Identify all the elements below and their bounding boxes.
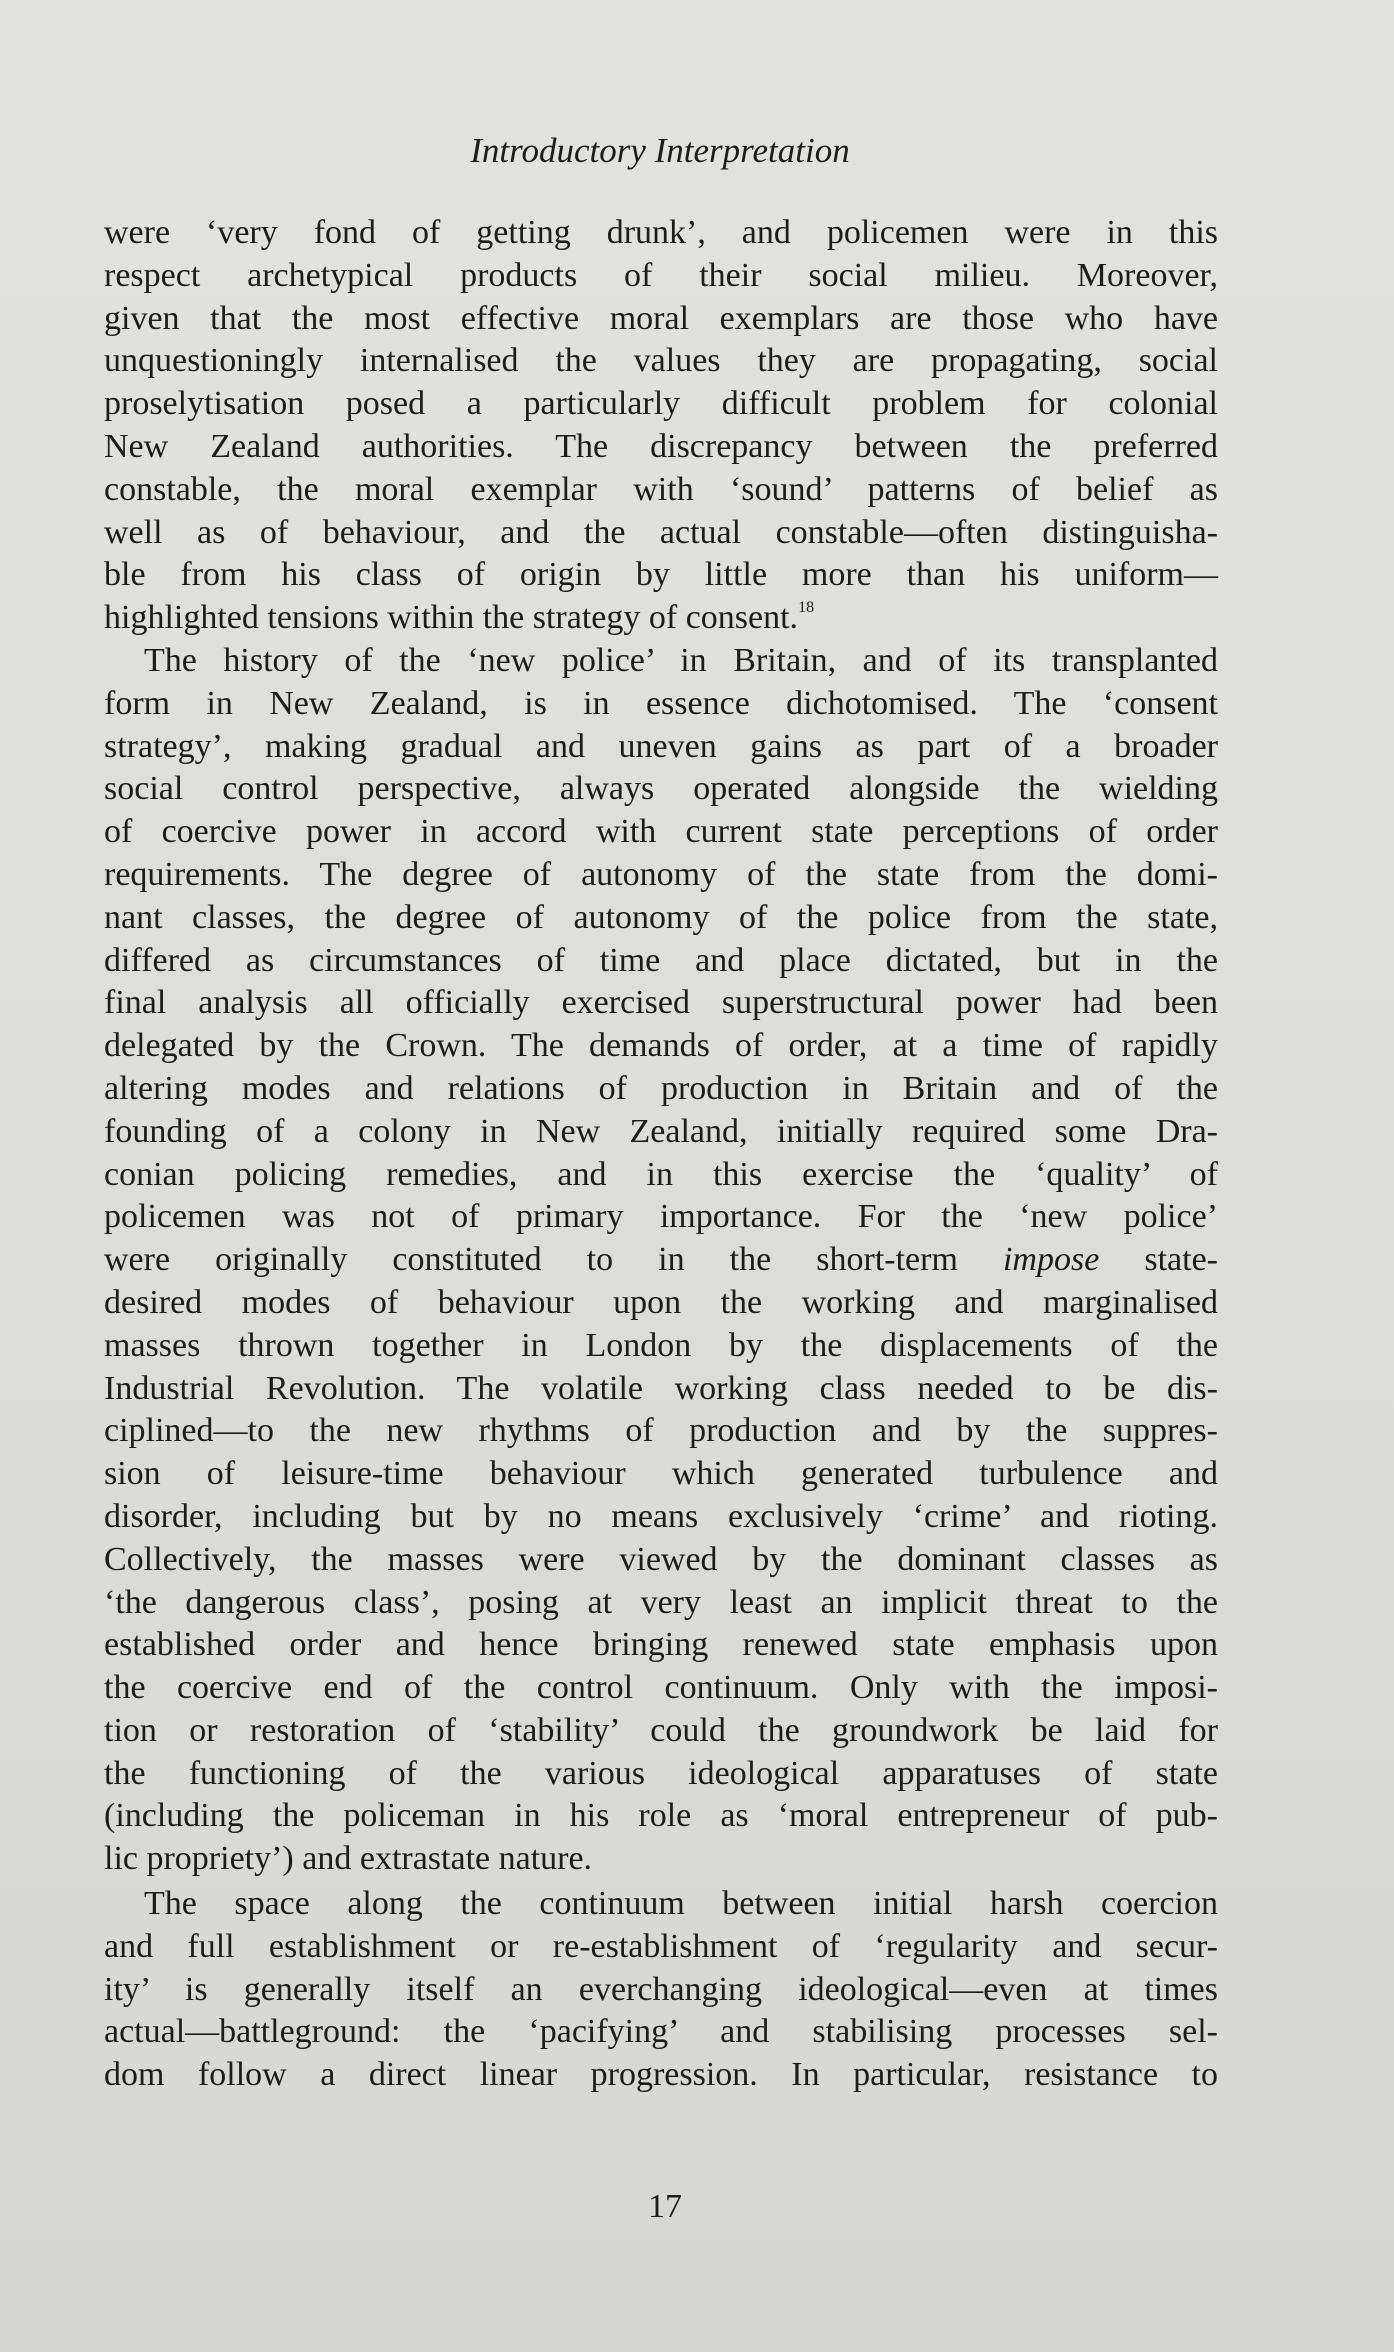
text-line: altering modes and relations of production in Britain and of the (104, 1069, 1218, 1107)
text-line: ciplined—to the new rhythms of production and by the suppres- (104, 1412, 1218, 1450)
text-line: the coercive end of the control continuum. Only with the imposi- (104, 1669, 1218, 1707)
text-line-with-italic: were originally constituted to in the short-term impose state- (104, 1241, 1218, 1279)
text-line: actual—battleground: the ‘pacifying’ and stabilising processes sel- (104, 2013, 1218, 2051)
text-line: sion of leisure-time behaviour which generated turbulence and (104, 1455, 1218, 1493)
text-line: were ‘very fond of getting drunk’, and policemen were in this (104, 214, 1218, 251)
text-line: disorder, including but by no means exclusively ‘crime’ and rioting. (104, 1497, 1218, 1535)
text-line: given that the most effective moral exemplars are those who have (104, 299, 1218, 337)
text-line: The space along the continuum between initial harsh coercion (144, 1885, 1218, 1923)
running-head: Introductory Interpretation (470, 131, 850, 170)
text-line: proselytisation posed a particularly difficult problem for colonial (104, 385, 1218, 423)
page-number: 17 (648, 2188, 682, 2225)
text-line: of coercive power in accord with current state perceptions of order (104, 813, 1218, 851)
text-line: ity’ is generally itself an everchanging ideological—even at times (104, 1970, 1218, 2008)
text-line: constable, the moral exemplar with ‘sound’ patterns of belief as (104, 470, 1218, 508)
text-line: form in New Zealand, is in essence dichotomised. The ‘consent (104, 684, 1218, 722)
text-line: Collectively, the masses were viewed by the dominant classes as (104, 1540, 1218, 1578)
text-line: dom follow a direct linear progression. In particular, resistance to (104, 2056, 1218, 2094)
text-line: lic propriety’) and extrastate nature. (104, 1840, 593, 1878)
paragraph-1 (104, 212, 1218, 640)
text-line-content: highlighted tensions within the strategy of consent. (104, 599, 799, 637)
text-line: requirements. The degree of autonomy of the state from the domi- (104, 855, 1218, 893)
text-line: social control perspective, always operated alongside the wielding (104, 770, 1218, 808)
text-line: conian policing remedies, and in this exercise the ‘quality’ of (104, 1155, 1218, 1193)
text-line (104, 597, 1218, 640)
text-line: ble from his class of origin by little more than his uniform— (104, 556, 1218, 594)
body-text (104, 212, 1218, 2097)
text-line: established order and hence bringing renewed state emphasis upon (104, 1626, 1218, 1664)
text-line: delegated by the Crown. The demands of order, at a time of rapidly (104, 1027, 1218, 1065)
text-line: and full establishment or re-establishment of ‘regularity and secur- (104, 1927, 1218, 1965)
text-line: differed as circumstances of time and place dictated, but in the (104, 941, 1218, 979)
text-line: tion or restoration of ‘stability’ could the groundwork be laid for (104, 1711, 1218, 1749)
text-line: ‘the dangerous class’, posing at very least an implicit threat to the (104, 1583, 1218, 1621)
text-line: masses thrown together in London by the displacements of the (104, 1326, 1218, 1364)
text-line: New Zealand authorities. The discrepancy between the preferred (104, 427, 1218, 465)
text-line: respect archetypical products of their social milieu. Moreover, (104, 256, 1218, 294)
text-line: The history of the ‘new police’ in Britain, and of its transplanted (144, 641, 1218, 679)
text-line: strategy’, making gradual and uneven gains as part of a broader (104, 727, 1218, 765)
paragraph-3 (104, 1883, 1218, 2097)
text-line: well as of behaviour, and the actual constable—often distinguisha- (104, 513, 1218, 551)
text-line: Industrial Revolution. The volatile working class needed to be dis- (104, 1369, 1218, 1407)
text-line: nant classes, the degree of autonomy of the police from the state, (104, 898, 1218, 936)
text-line: founding of a colony in New Zealand, initially required some Dra- (104, 1112, 1218, 1150)
text-line: final analysis all officially exercised superstructural power had been (104, 984, 1218, 1022)
text-line: unquestioningly internalised the values they are propagating, social (104, 342, 1218, 380)
text-line: the functioning of the various ideological apparatuses of state (104, 1754, 1218, 1792)
emphasized-word: impose (1002, 1241, 1100, 1279)
paragraph-2 (104, 640, 1218, 1881)
text-line: (including the policeman in his role as ‘moral entrepreneur of pub- (104, 1797, 1218, 1835)
text-line: desired modes of behaviour upon the working and marginalised (104, 1283, 1218, 1321)
text-line: policemen was not of primary importance. For the ‘new police’ (104, 1198, 1218, 1236)
footnote-reference: 18 (798, 598, 815, 616)
